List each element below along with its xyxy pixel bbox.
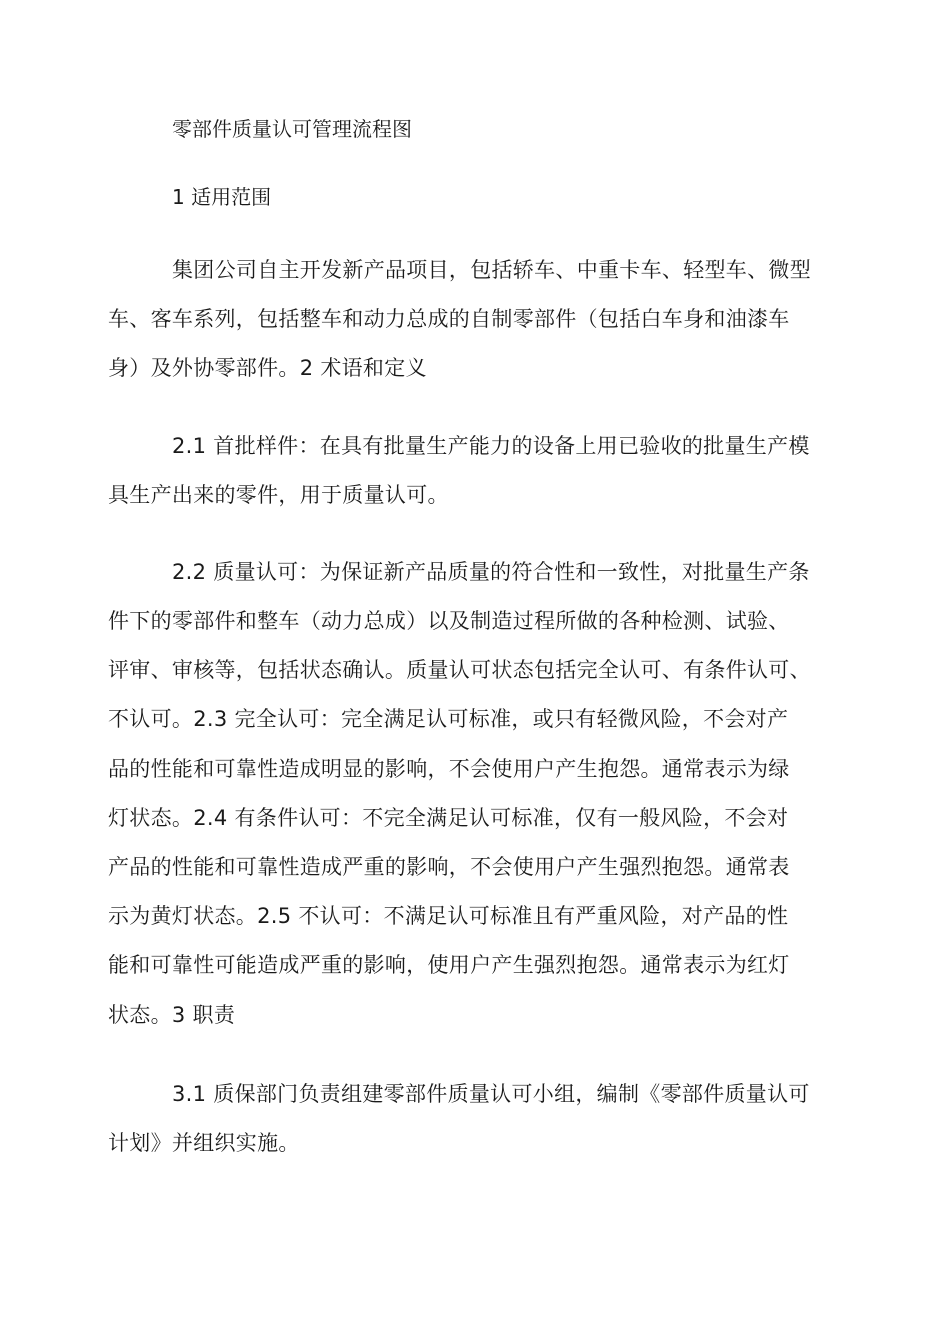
paragraph-line: 不认可。2.3 完全认可：完全满足认可标准，或只有轻微风险，不会对产 (108, 707, 789, 731)
paragraph-line: 2.2 质量认可：为保证新产品质量的符合性和一致性，对批量生产条 (172, 560, 810, 584)
paragraph-line: 集团公司自主开发新产品项目，包括轿车、中重卡车、轻型车、微型 (172, 258, 811, 282)
document-title: 零部件质量认可管理流程图 (172, 117, 412, 141)
paragraph-line: 产品的性能和可靠性造成严重的影响，不会使用户产生强烈抱怨。通常表 (108, 855, 790, 879)
paragraph-line: 灯状态。2.4 有条件认可：不完全满足认可标准，仅有一般风险，不会对 (108, 806, 789, 830)
paragraph-line: 能和可靠性可能造成严重的影响，使用户产生强烈抱怨。通常表示为红灯 (108, 953, 790, 977)
paragraph-line: 评审、审核等，包括状态确认。质量认可状态包括完全认可、有条件认可、 (108, 658, 811, 682)
paragraph-line: 件下的零部件和整车（动力总成）以及制造过程所做的各种检测、试验、 (108, 609, 790, 633)
paragraph-line: 状态。3 职责 (108, 1003, 236, 1027)
paragraph-line: 具生产出来的零件，用于质量认可。 (108, 483, 449, 507)
paragraph-line: 身）及外协零部件。2 术语和定义 (108, 356, 427, 380)
paragraph-line: 车、客车系列，包括整车和动力总成的自制零部件（包括白车身和油漆车 (108, 307, 790, 331)
paragraph-line: 2.1 首批样件：在具有批量生产能力的设备上用已验收的批量生产模 (172, 434, 810, 458)
paragraph-line: 品的性能和可靠性造成明显的影响，不会使用户产生抱怨。通常表示为绿 (108, 757, 790, 781)
paragraph-line: 计划》并组织实施。 (108, 1131, 300, 1155)
paragraph-line: 示为黄灯状态。2.5 不认可：不满足认可标准且有严重风险，对产品的性 (108, 904, 789, 928)
section-heading-scope: 1 适用范围 (172, 185, 272, 209)
paragraph-line: 3.1 质保部门负责组建零部件质量认可小组，编制《零部件质量认可 (172, 1082, 810, 1106)
